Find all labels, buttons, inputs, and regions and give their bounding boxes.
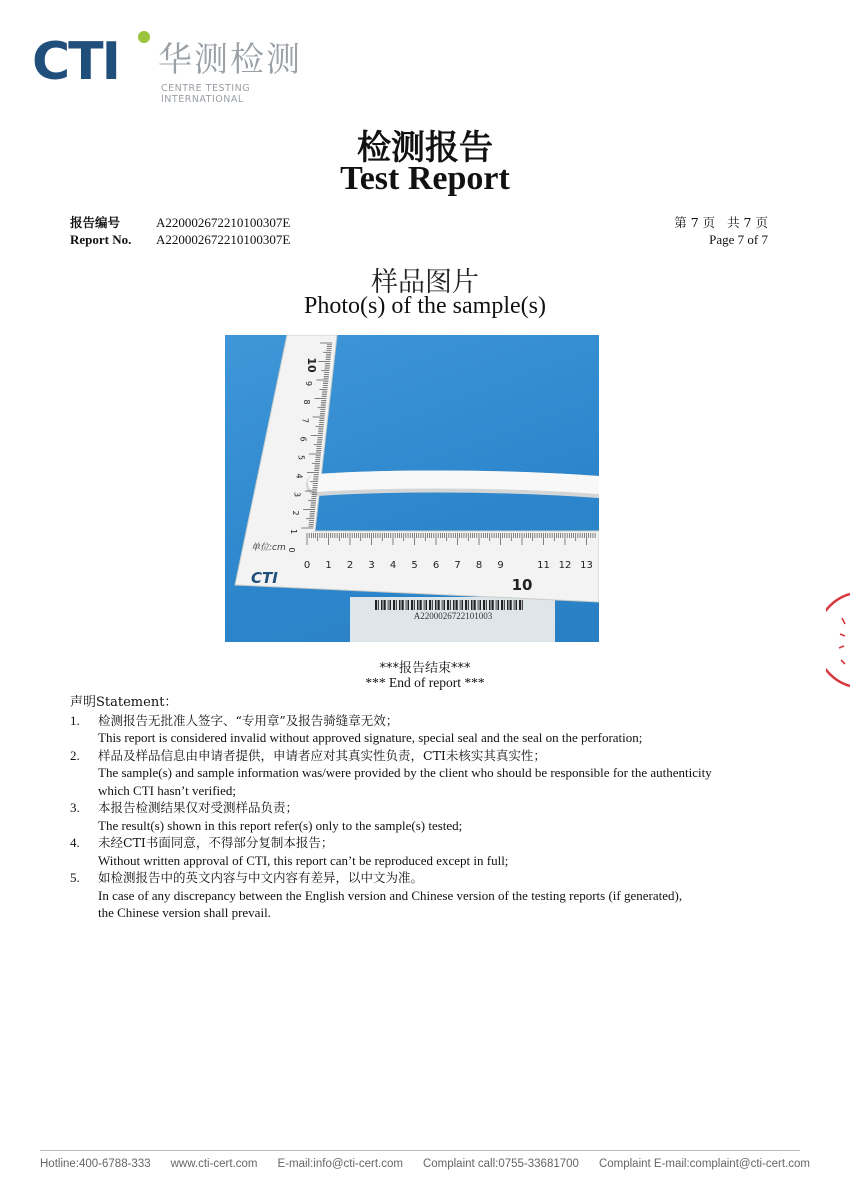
statement-item-en: Without written approval of CTI, this report can’t be reproduced except in full;: [98, 852, 509, 868]
ruler-h-tick-label: 2: [346, 560, 354, 571]
ruler-v-tick-label: 9: [304, 380, 314, 387]
report-number-label-cn: 报告编号: [70, 215, 121, 230]
ruler-h-tick-label: 13: [580, 560, 593, 571]
section-title-cn: 样品图片: [371, 267, 479, 298]
statement-item-en: The result(s) shown in this report refer(s) only to the sample(s) tested;: [98, 817, 463, 833]
statement-item-en: This report is considered invalid without approved signature, special seal and the seal on the perforation;: [98, 730, 643, 745]
ruler-h-tick-label: 4: [389, 560, 397, 571]
statement-block: [70, 694, 750, 922]
logo-cn-name: 华测检测: [158, 40, 302, 80]
footer-website[interactable]: www.cti-cert.com: [170, 1158, 258, 1170]
ruler-v-tick-label: 3: [292, 491, 302, 498]
page-number-en: Page 7 of 7: [709, 232, 768, 247]
end-of-report-en: *** End of report ***: [365, 675, 485, 690]
statement-item-cn: 样品及样品信息由申请者提供，申请者应对其真实性负责，CTI未核实其真实性；: [98, 747, 546, 763]
ruler-h-tick-label: 3: [368, 560, 375, 571]
footer-complaint-email[interactable]: Complaint E-mail:complaint@cti-cert.com: [598, 1158, 810, 1170]
logo-mark: CTI: [32, 32, 119, 92]
ruler-h-tick-label: 5: [411, 560, 418, 571]
page-number-block: [674, 214, 768, 248]
statement-item-number: 4.: [70, 835, 80, 850]
ruler-h-tick-label: 11: [537, 560, 550, 571]
ruler-h-tick-label: 0: [303, 560, 311, 571]
statement-item-cn: 未经CTI书面同意，不得部分复制本报告；: [98, 835, 334, 850]
statement-item-en: In case of any discrepancy between the English version and Chinese version of the testing reports (if generated), the Chinese version shall prevail.: [98, 887, 683, 920]
ruler-h-tick-label: 7: [454, 560, 461, 571]
ruler-v-tick-label: 6: [298, 436, 308, 442]
page-title-en: Test Report: [340, 160, 510, 197]
page-footer: [40, 1158, 810, 1170]
ruler-v-tick-label: 5: [296, 454, 306, 461]
company-logo: [32, 30, 312, 105]
statement-item: [70, 834, 750, 869]
sample-photo: [225, 335, 599, 642]
barcode-label: A2200026722101003: [413, 611, 493, 621]
ruler-v-tick-label: 7: [300, 417, 310, 424]
statement-item-cn: 检测报告无批准人签字、“专用章”及报告骑缝章无效；: [98, 712, 399, 728]
statement-item-en: The sample(s) and sample information was/were provided by the client who should be responsible for the authenticity which CTI hasn’t verified;: [98, 765, 712, 798]
statement-item-cn: 本报告检测结果仅对受测样品负责；: [98, 800, 299, 815]
footer-divider: [40, 1150, 800, 1151]
ruler-v-tick-label: 1: [288, 528, 298, 535]
statement-heading: 声明Statement：: [70, 695, 178, 710]
ruler-v-tick-label: 8: [302, 399, 312, 405]
footer-complaint-call: Complaint call:0755-33681700: [422, 1158, 579, 1170]
footer-hotline: Hotline:400-6788-333: [40, 1158, 151, 1170]
statement-item: [70, 712, 750, 747]
section-title-en: Photo(s) of the sample(s): [304, 293, 546, 319]
ruler-h-tick-label: 9: [497, 560, 504, 571]
end-of-report-cn: ***报告结束***: [379, 661, 471, 676]
statement-item: [70, 747, 750, 800]
page-number-cn: 第 7 页 共 7 页: [674, 215, 768, 230]
ruler-v-tick-label: 10: [304, 357, 318, 373]
ruler-h-tick-label: 8: [475, 560, 483, 571]
report-number-value-en: A220002672210100307E: [156, 232, 291, 247]
statement-item-number: 3.: [70, 800, 80, 815]
report-number-label-en: Report No.: [70, 232, 132, 247]
ruler-h-tick-label: 6: [432, 560, 440, 571]
statement-item-number: 1.: [70, 712, 80, 728]
report-number-block: [70, 214, 290, 248]
ruler-unit-label: 单位:cm: [251, 543, 286, 553]
ruler-h-tick-label: 1: [325, 560, 332, 571]
statement-item-number: 5.: [70, 870, 80, 885]
ruler-h-tick-label: 10: [511, 576, 533, 594]
ruler-v-tick-label: 2: [290, 510, 300, 516]
page-title-cn: 检测报告: [357, 128, 493, 168]
ruler-v-tick-label: 4: [294, 473, 304, 479]
statement-item: [70, 799, 750, 834]
logo-dot: [138, 31, 150, 43]
ruler-h-tick-label: 12: [558, 560, 572, 571]
statement-item-number: 2.: [70, 747, 80, 763]
ruler-v-tick-label: 0: [287, 547, 297, 553]
ruler-brand: CTI: [251, 569, 278, 587]
footer-email[interactable]: E-mail:info@cti-cert.com: [277, 1158, 403, 1170]
perforation-seal: [826, 590, 850, 690]
statement-item-cn: 如检测报告中的英文内容与中文内容有差异，以中文为准。: [98, 870, 424, 885]
sample-photo-illustration: [225, 335, 599, 642]
report-number-value: A220002672210100307E: [156, 215, 291, 230]
logo-en-name: CENTRE TESTING INTERNATIONAL: [161, 83, 251, 105]
sample-cable: [317, 480, 599, 486]
statement-item: [70, 869, 750, 922]
